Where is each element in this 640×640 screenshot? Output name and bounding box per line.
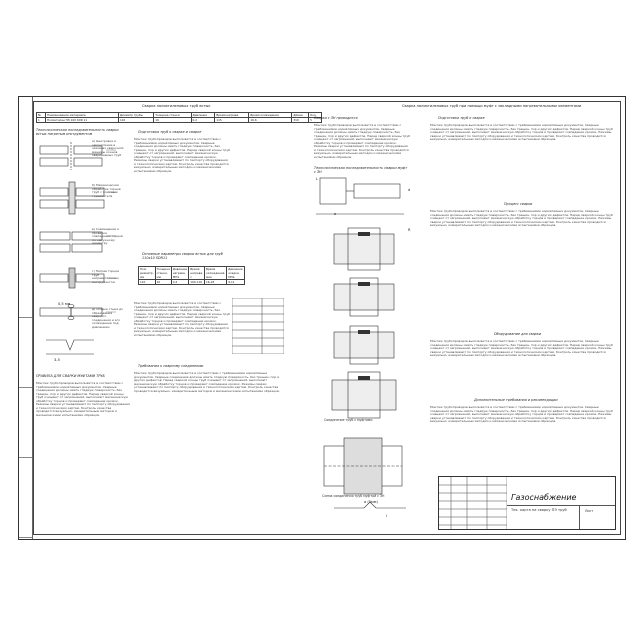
title-block-grid — [439, 477, 507, 529]
spec-cell: Полиэтилен ПЭ 100 SDR 11 — [46, 118, 119, 123]
drawing-title: Газоснабжение — [511, 493, 577, 502]
params-head: Давление нагрева, МПа — [172, 267, 188, 279]
params-head: Ном. диаметр, мм — [140, 267, 154, 279]
side-cell — [19, 387, 32, 458]
stamp-divider — [579, 505, 580, 529]
params-cell: 16-18 — [204, 280, 226, 285]
params-cell: 0,2 — [171, 280, 188, 285]
header-right: Сварка полиэтиленовых труб при помощи муфт с закладными нагревательными элементами — [402, 104, 582, 108]
section-title-requirements: Требования к сварному соединению — [138, 364, 204, 368]
callout-d: г) Нагрев торцов труб нагревательным инструментом — [92, 270, 119, 284]
dim-e: е — [334, 212, 337, 216]
dim-r: R — [408, 228, 411, 232]
additional-text: Монтаж трубопроводов выполняется в соответствии с требованиями нормативных документов. Сварные соединения должны иметь гладкую поверхность, без трещин, пор и других дефектов. Перед сваркой концы труб очищают от загрязнений, выполняют механическую обработку торцов и проверяют совпадение кромок. Режимы сварки устанавливают по паспорту оборудования и технологическим картам. Контроль качества проводится визуально, измерительным методом и механическими испытаниями образцов. — [430, 406, 613, 424]
prep-text: Монтаж трубопроводов выполняется в соответствии с требованиями нормативных документов. Сварные соединения должны иметь гладкую поверхность, без трещин, пор и других дефектов. Перед сваркой концы труб очищают от загрязнений, выполняют механическую обработку торцов и проверяют совпадение кромок. Режимы сварки устанавливают по паспорту оборудования и технологическим картам. Контроль качества проводится визуально, измерительным методом и механическими испытаниями образцов. — [134, 138, 230, 173]
params-row — [139, 280, 245, 285]
section-title-rules: ПРАВИЛА ДЛЯ СВАРКИ МУФТАМИ ТРУБ — [36, 374, 105, 378]
section-title-butt: Технологическая последовательность сварки встык нагретым инструментом — [36, 128, 119, 136]
spec-cell: 10 — [154, 118, 191, 123]
process-text: Монтаж трубопроводов выполняется в соответствии с требованиями нормативных документов. Сварные соединения должны иметь гладкую поверхность, без трещин, пор и других дефектов. Перед сваркой концы труб очищают от загрязнений, выполняют механическую обработку торцов и проверяют совпадение кромок. Режимы сварки устанавливают по паспорту оборудования и технологическим картам. Контроль качества проводится визуально, измерительным методом и механическими испытаниями образцов. — [430, 210, 613, 228]
spec-col: Давление — [191, 113, 215, 118]
params-head: Время охлаждения, мин — [205, 267, 226, 279]
params-cell: 110 — [139, 280, 156, 285]
params-head: Время нагрева, с — [190, 267, 203, 279]
params-head: Давление осадки, МПа — [228, 267, 243, 279]
spec-col: Кол. — [309, 113, 322, 118]
params-cell: 100-110 — [189, 280, 205, 285]
section-title-prep: Подготовка труб к сварке и сварке — [138, 130, 202, 134]
section-title-zn: Сварка с ЗН проводится — [314, 116, 358, 120]
dim-small-l: l — [386, 514, 387, 518]
spec-col: Диаметр трубы — [119, 113, 154, 118]
drawing-frame — [33, 101, 621, 535]
stamp-divider — [507, 505, 615, 506]
caption-scheme: Схема соединения труб муфтой с ЗН — [322, 494, 385, 498]
spec-cell: 0,2 — [191, 118, 215, 123]
spec-col: Длина — [292, 113, 309, 118]
spec-cell: 115 — [215, 118, 249, 123]
dim-label: 0,5 мм — [58, 302, 71, 306]
callout-c: в) Совмещение и проверка совпадения торцов по наружному диаметру — [92, 228, 123, 246]
spec-table — [36, 112, 322, 123]
rules-text: Монтаж трубопроводов выполняется в соответствии с требованиями нормативных документов. Сварные соединения должны иметь гладкую поверхность, без трещин, пор и других дефектов. Перед сваркой концы труб очищают от загрязнений, выполняют механическую обработку торцов и проверяют совпадение кромок. Режимы сварки устанавливают по паспорту оборудования и технологическим картам. Контроль качества проводится визуально, измерительным методом и механическими испытаниями образцов. — [36, 382, 130, 417]
params-header-row — [139, 267, 245, 280]
callout-a: а) Центровка и закрепление в зажимах сварочной машины концов свариваемых труб — [92, 140, 124, 158]
spec-cell: 110 — [119, 118, 154, 123]
header-left: Сварка полиэтиленовых труб встык — [142, 104, 211, 108]
side-cell — [19, 457, 32, 538]
dim-bottom: 3-5 — [54, 358, 60, 362]
zn-text: Монтаж трубопроводов выполняется в соответствии с требованиями нормативных документов. Сварные соединения должны иметь гладкую поверхность, без трещин, пор и других дефектов. Перед сваркой концы труб очищают от загрязнений, выполняют механическую обработку торцов и проверяют совпадение кромок. Режимы сварки устанавливают по паспорту оборудования и технологическим картам. Контроль качества проводится визуально, измерительным методом и механическими испытаниями образцов. — [314, 124, 410, 159]
spec-col: Наименование материала — [46, 113, 119, 118]
muff-weld-diagrams — [314, 174, 412, 530]
caption-joint: Соединение труб с муфтами — [324, 418, 373, 422]
dim-a: а (5мм) — [364, 500, 378, 504]
side-cell — [19, 317, 32, 388]
requirements-text: Монтаж трубопроводов выполняется в соответствии с требованиями нормативных документов. Сварные соединения должны иметь гладкую поверхность, без трещин, пор и других дефектов. Перед сваркой концы труб очищают от загрязнений, выполняют механическую обработку торцов и проверяют совпадение кромок. Режимы сварки устанавливают по паспорту оборудования и технологическим картам. Контроль качества проводится визуально, измерительным методом и механическими испытаниями образцов. — [134, 372, 280, 393]
spec-header-row — [37, 113, 322, 118]
prep-zn-text: Монтаж трубопроводов выполняется в соответствии с требованиями нормативных документов. Сварные соединения должны иметь гладкую поверхность, без трещин, пор и других дефектов. Перед сваркой концы труб очищают от загрязнений, выполняют механическую обработку торцов и проверяют совпадение кромок. Режимы сварки устанавливают по паспорту оборудования и технологическим картам. Контроль качества проводится визуально, измерительным методом и механическими испытаниями образцов. — [430, 124, 613, 142]
spec-col: № — [37, 113, 46, 118]
title-block — [438, 476, 616, 530]
section-title-zn-seq: Технологическая последовательность сварки муфт с ЗН — [314, 166, 408, 174]
spec-col: Время охлаждения — [249, 113, 292, 118]
spec-col: Толщина стенки — [154, 113, 191, 118]
butt-weld-diagrams — [36, 140, 122, 370]
params-table — [138, 266, 245, 285]
param-grid — [232, 298, 284, 354]
section-title-process: Процесс сварки — [504, 202, 533, 206]
dim-d: d — [408, 188, 411, 192]
callout-e: д) Осадка стыка до образования сварного соединения и его охлаждение под давлением — [92, 308, 124, 329]
spec-cell: 16,6 — [249, 118, 292, 123]
spec-cell: 319 — [292, 118, 309, 123]
equipment-text: Монтаж трубопроводов выполняется в соответствии с требованиями нормативных документов. Сварные соединения должны иметь гладкую поверхность, без трещин, пор и других дефектов. Перед сваркой концы труб очищают от загрязнений, выполняют механическую обработку торцов и проверяют совпадение кромок. Режимы сварки устанавливают по паспорту оборудования и технологическим картам. Контроль качества проводится визуально, измерительным методом и механическими испытаниями образцов. — [430, 340, 613, 358]
section-title-equipment: Оборудование для сварки — [494, 332, 542, 336]
spec-col: Время нагрева — [215, 113, 249, 118]
side-cell — [19, 247, 32, 318]
drawing-subtitle: Тех. карта на сварку ПЭ труб — [511, 508, 567, 512]
params-cell: 10 — [155, 280, 171, 285]
section-title-additional: Дополнительные требования и рекомендации — [474, 398, 558, 402]
sheet-label: Лист — [585, 509, 594, 513]
spec-cell: 5 — [309, 118, 322, 123]
drawing-sheet — [18, 96, 626, 540]
mid-text: Монтаж трубопроводов выполняется в соответствии с требованиями нормативных документов. Сварные соединения должны иметь гладкую поверхность, без трещин, пор и других дефектов. Перед сваркой концы труб очищают от загрязнений, выполняют механическую обработку торцов и проверяют совпадение кромок. Режимы сварки устанавливают по паспорту оборудования и технологическим картам. Контроль качества проводится визуально, измерительным методом и механическими испытаниями образцов. — [134, 302, 230, 337]
params-head: Толщина стенки, мм — [156, 267, 170, 279]
params-title: Основные параметры сварки встык для труб 110х10 SDR11 — [142, 252, 223, 260]
params-cell: 9-11 — [227, 280, 244, 285]
callout-b: б) Механическая обработка торцов труб с помощью торцевателя — [92, 184, 121, 198]
section-title-prep-zn: Подготовка труб к сварке — [438, 116, 485, 120]
side-strip — [19, 97, 33, 539]
spec-data-row — [37, 118, 322, 123]
dim-l: L — [316, 177, 319, 181]
spec-cell: 1 — [37, 118, 46, 123]
